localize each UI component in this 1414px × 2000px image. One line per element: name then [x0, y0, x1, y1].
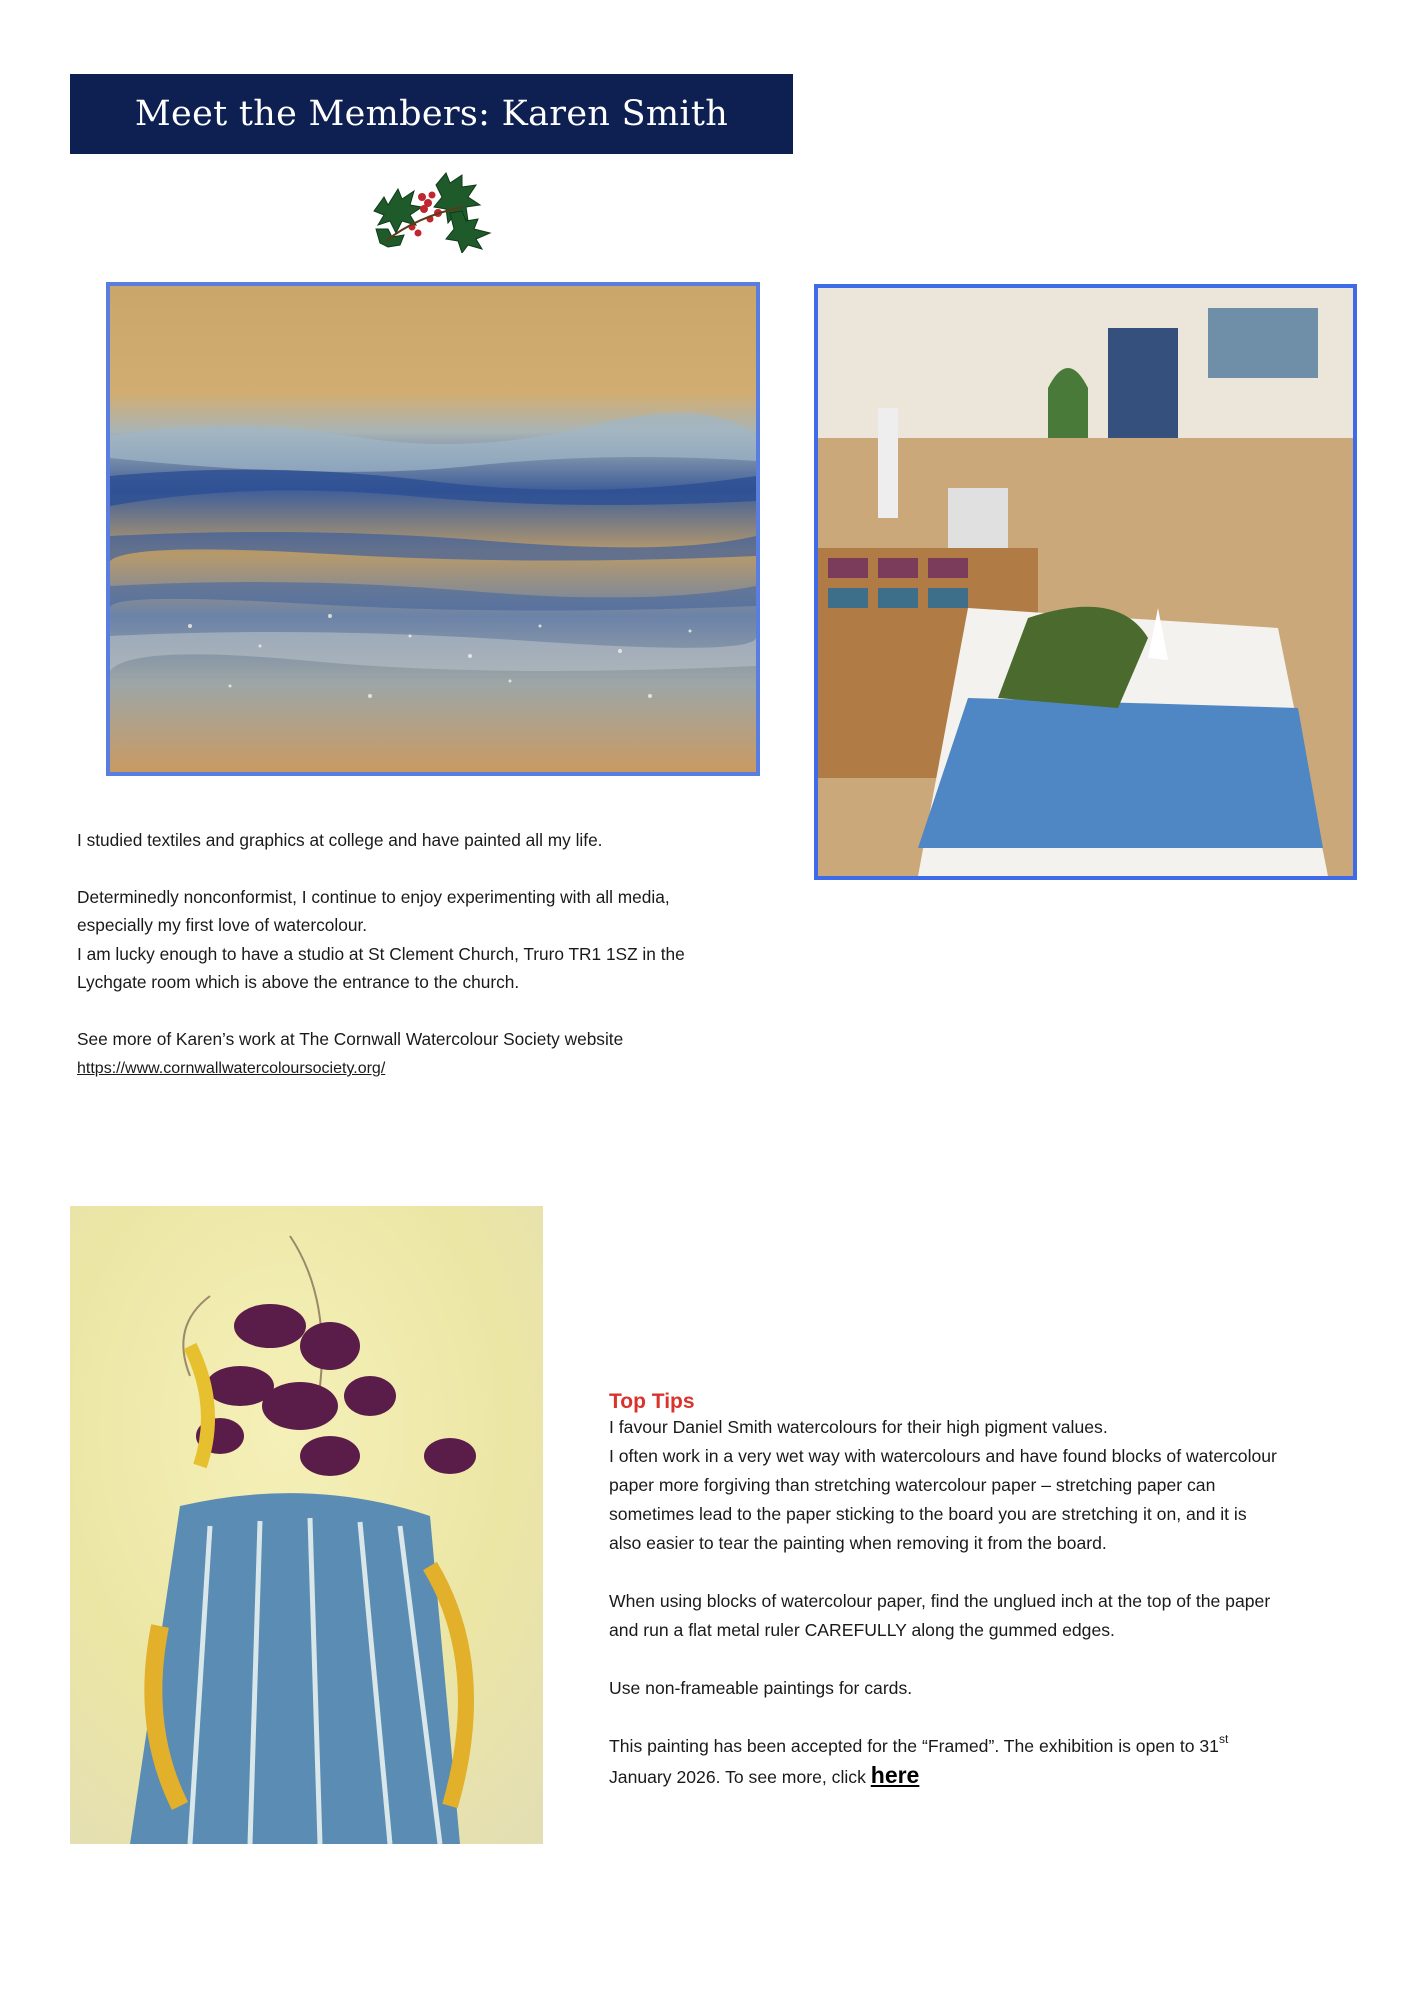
tip-line — [609, 1732, 1369, 1761]
flower-vase-painting-image — [70, 1206, 543, 1844]
top-tips-section — [609, 1389, 1369, 1792]
tip-line: also easier to tear the painting when removing it from the board. — [609, 1533, 1107, 1553]
bio-paragraph: Determinedly nonconformist, I continue to enjoy experimenting with all media, — [77, 886, 670, 907]
member-bio — [77, 826, 757, 1084]
bio-paragraph: I am lucky enough to have a studio at St Clement Church, Truro TR1 1SZ in the — [77, 943, 685, 964]
bio-paragraph: I studied textiles and graphics at college and have painted all my life. — [77, 830, 603, 850]
exhibition-text: This painting has been accepted for the “Framed”. The exhibition is open to 31 — [609, 1736, 1219, 1756]
exhibition-here-link[interactable]: here — [870, 1762, 920, 1788]
holly-sprig-icon — [366, 167, 500, 253]
tip-line — [609, 1761, 1369, 1792]
page-title: Meet the Members: Karen Smith — [134, 94, 729, 134]
bio-paragraph: See more of Karen’s work at The Cornwall Watercolour Society website — [77, 1028, 624, 1049]
tip-line: When using blocks of watercolour paper, find the unglued inch at the top of the paper — [609, 1591, 1271, 1611]
top-tips-heading: Top Tips — [609, 1390, 695, 1413]
seascape-painting-image — [106, 282, 760, 776]
tip-line: I often work in a very wet way with watercolours and have found blocks of watercolour — [609, 1446, 1277, 1466]
title-banner — [70, 74, 793, 154]
bio-paragraph: Lychgate room which is above the entrance to the church. — [77, 972, 520, 992]
tip-line: sometimes lead to the paper sticking to the board you are stretching it on, and it is — [609, 1504, 1247, 1524]
tip-line: paper more forgiving than stretching watercolour paper – stretching paper can — [609, 1475, 1216, 1495]
ordinal-suffix: st — [1218, 1732, 1229, 1746]
exhibition-text: January 2026. To see more, click — [609, 1767, 871, 1787]
tip-line: Use non-frameable paintings for cards. — [609, 1678, 913, 1698]
tip-line: and run a flat metal ruler CAREFULLY along the gummed edges. — [609, 1620, 1115, 1640]
tip-line: I favour Daniel Smith watercolours for their high pigment values. — [609, 1417, 1108, 1437]
bio-paragraph: especially my first love of watercolour. — [77, 915, 368, 935]
studio-photo-image — [814, 284, 1357, 880]
society-website-link[interactable]: https://www.cornwallwatercoloursociety.org/ — [77, 1060, 386, 1077]
